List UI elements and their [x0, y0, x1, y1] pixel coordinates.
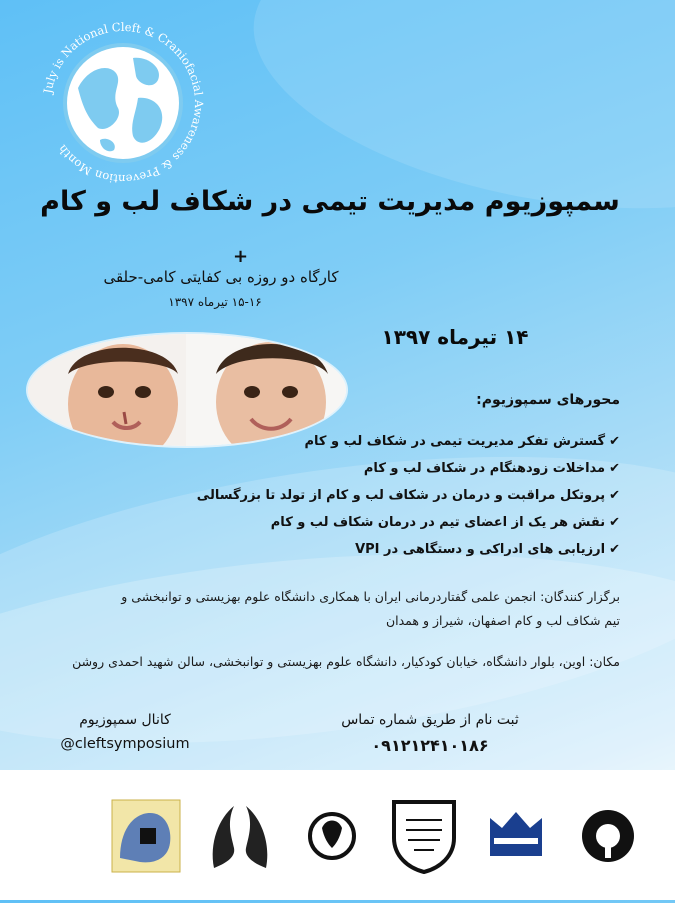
topics-heading: محورهای سمپوزیوم:	[476, 392, 620, 408]
check-icon: ✔	[609, 515, 620, 530]
puzzle-face-logo	[110, 798, 182, 874]
topics-list	[150, 428, 620, 563]
registration-phone: ۰۹۱۲۱۲۴۱۰۱۸۶	[371, 736, 489, 755]
badge-ring-text: July is National Cleft & Craniofacial Awareness & Prevention Month	[40, 19, 207, 187]
list-item: ✔پروتکل مراقبت و درمان در شکاف لب و کام از تولد تا بزرگسالی	[196, 488, 620, 503]
list-item: ✔نقش هر یک از اعضای تیم در درمان شکاف لب و کام	[270, 515, 620, 530]
check-icon: ✔	[609, 542, 620, 557]
registration-label: ثبت نام از طریق شماره تماس	[341, 712, 519, 728]
list-item: ✔گسترش تفکر مدیریت تیمی در شکاف لب و کام	[304, 434, 620, 449]
channel-handle: @cleftsymposium	[60, 736, 190, 752]
organizers-line: برگزار کنندگان: انجمن علمی گفتاردرمانی ایران با همکاری دانشگاه علوم بهزیستی و توانبخشی و	[121, 589, 620, 604]
organizers-line: تیم شکاف لب و کام اصفهان، شیراز و همدان	[385, 613, 620, 628]
organizers-text	[60, 585, 620, 633]
faces-profile-logo	[204, 798, 276, 874]
check-icon: ✔	[609, 434, 620, 449]
location-text: مکان: اوین، بلوار دانشگاه، خیابان کودکیار، دانشگاه علوم بهزیستی و توانبخشی، سالن شهید احمدی روشن	[72, 654, 620, 669]
list-item: ✔مداخلات زودهنگام در شکاف لب و کام	[363, 461, 620, 476]
workshop-label: کارگاه دو روزه بی کفایتی کامی-حلقی	[103, 268, 339, 286]
circle-emblem-logo	[572, 798, 644, 874]
symposium-date: ۱۴ تیرماه ۱۳۹۷	[381, 325, 529, 349]
book-crown-logo	[480, 798, 552, 874]
plus-sign: +	[233, 246, 249, 267]
emblem-logo	[296, 798, 368, 874]
page-title: سمپوزیوم مدیریت تیمی در شکاف لب و کام	[40, 186, 620, 217]
check-icon: ✔	[609, 488, 620, 503]
channel-label: کانال سمپوزیوم	[79, 712, 171, 728]
check-icon: ✔	[609, 461, 620, 476]
globe-icon	[67, 47, 179, 159]
sponsor-logos	[110, 798, 650, 878]
workshop-dates: ۱۵-۱۶ تیرماه ۱۳۹۷	[168, 295, 262, 309]
awareness-badge	[38, 18, 208, 188]
calligraphy-shield-logo	[388, 798, 460, 874]
list-item: ✔ارزیابی های ادراکی و دستگاهی در VPI	[355, 542, 620, 557]
